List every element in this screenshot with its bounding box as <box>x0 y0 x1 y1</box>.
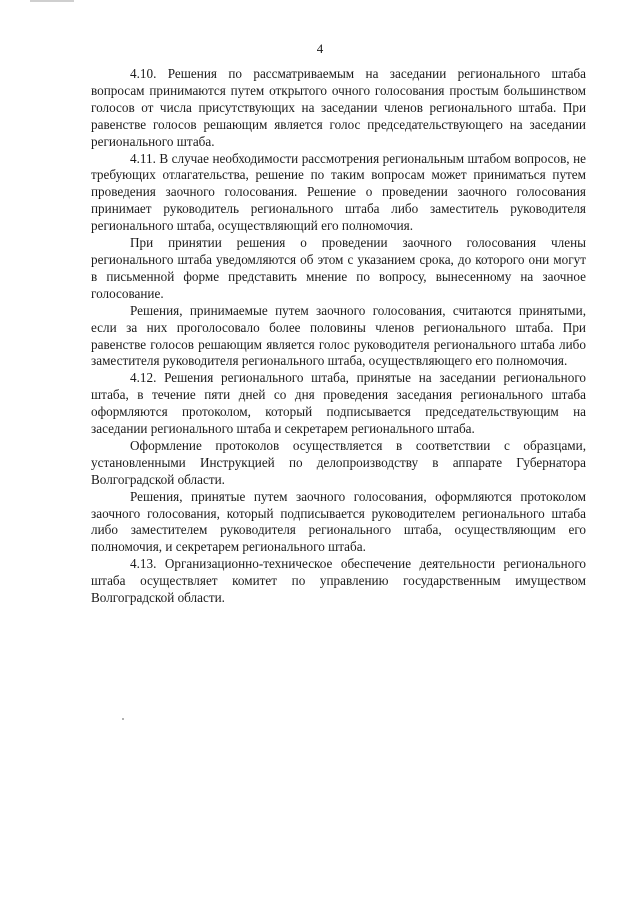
paragraph-4-10: 4.10. Решения по рассматриваемым на заседании регионального штаба вопросам принимаются путем открытого очного голосования простым большинством голосов от числа присутствующих на заседании членов регионального штаба. При равенстве голосов решающим является голос председательствующего на заседании регионального штаба. <box>91 66 586 149</box>
scan-dust-mark <box>122 718 124 720</box>
paragraph-4-12-absentee: Решения, принятые путем заочного голосования, оформляются протоколом заочного голосования, который подписывается руководителем регионального штаба либо заместителем руководителя регионального штаба, осуществляющим его полномочия, и секретарем регионального штаба. <box>91 488 586 555</box>
paragraph-4-11: 4.11. В случае необходимости рассмотрения региональным штабом вопросов, не требующих отлагательства, решение по таким вопросам может приниматься путем проведения заочного голосования. Решение о проведении заочного голосования принимает руководитель регионального штаба либо заместитель руководителя регионального штаба, осуществляющий его полномочия. <box>91 150 586 234</box>
paragraph-4-11-notification: При принятии решения о проведении заочного голосования члены регионального штаба уведомляются об этом с указанием срока, до которого они могут в письменной форме представить мнение по вопросу, вынесенному на заочное голосование. <box>91 235 586 301</box>
document-body <box>91 66 586 607</box>
page-number: 4 <box>316 41 324 56</box>
paragraph-4-11-decisions: Решения, принимаемые путем заочного голосования, считаются принятыми, если за них проголосовало более половины членов регионального штаба. При равенстве голосов решающим является голос руководителя регионального штаба либо заместителя руководителя регионального штаба, осуществляющего его полномочия. <box>91 302 586 369</box>
paragraph-4-13: 4.13. Организационно-техническое обеспечение деятельности регионального штаба осуществляет комитет по управлению государственным имуществом Волгоградской области. <box>91 556 586 606</box>
scan-edge-mark <box>30 0 74 2</box>
paragraph-4-12-protocols: Оформление протоколов осуществляется в соответствии с образцами, установленными Инструкцией по делопроизводству в аппарате Губернатора Волгоградской области. <box>91 437 586 487</box>
paragraph-4-12: 4.12. Решения регионального штаба, принятые на заседании регионального штаба, в течение пяти дней со дня проведения заседания регионального штаба оформляются протоколом, который подписывается председательствующим на заседании регионального штаба и секретарем регионального штаба. <box>91 370 586 437</box>
